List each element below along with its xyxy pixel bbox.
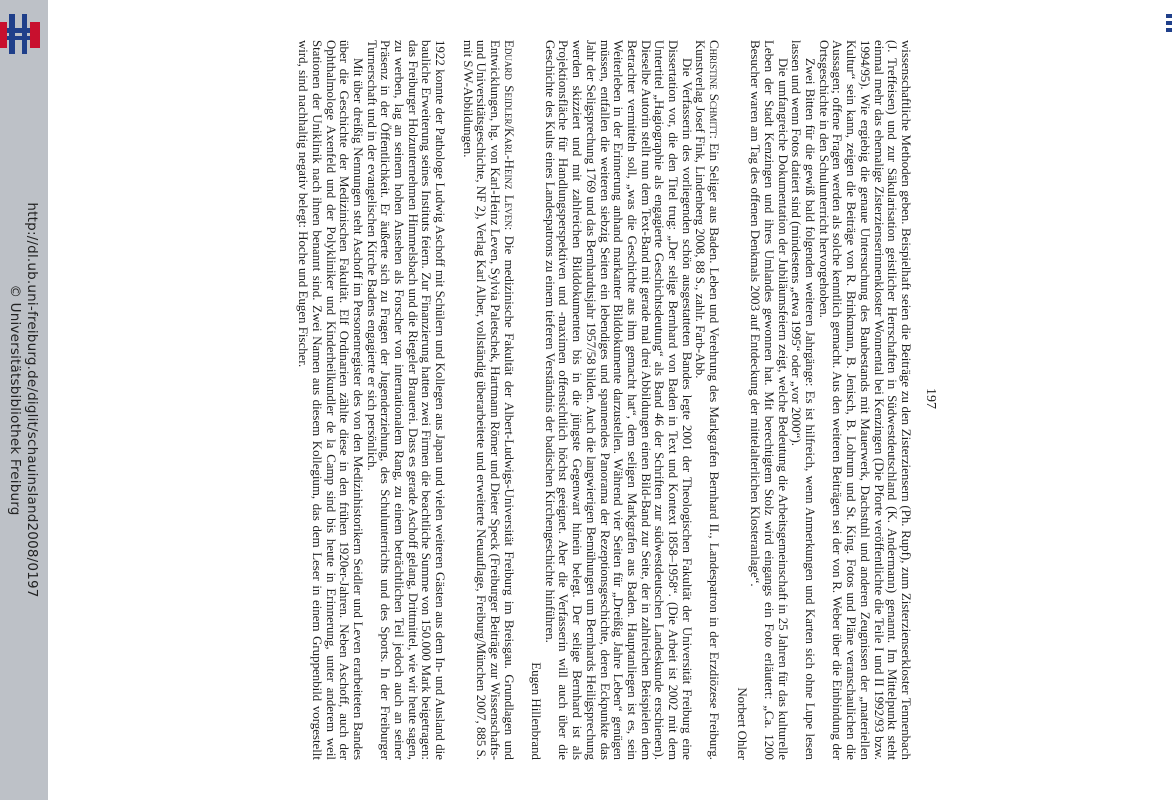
university-logo-icon: [0, 14, 40, 54]
reviewer-signature: Norbert Ohler: [734, 687, 749, 760]
review-title: Die medizinische Fakultät der Albert-Ludwigs-Universität Freiburg im Breisgau. Grundlagen und Entwicklungen, hg. von Karl-Heinz Leven, Sylvia Paletschek, Hartmann Römer und Dieter Speck (Freiburger Beiträge zur Wissenschafts- und Universitätsgeschichte, NF 2), Verlag Karl Alber, vollständig überarbeitete und erweiterte Neuauflage, Freiburg/München 2007, 885 S. mit S/W-Abbildungen.: [460, 40, 516, 760]
copyright-notice: © Universitätsbibliothek Freiburg: [7, 284, 23, 516]
review-author: Eduard Seidler/Karl-Heinz Leven:: [501, 40, 516, 231]
document-url[interactable]: http://dl.ub.uni-freiburg.de/diglit/schauinsland2008/0197: [24, 202, 40, 598]
edge-marker: [1166, 14, 1172, 36]
review-author: Christine Schmitt:: [707, 40, 722, 140]
paragraph: Die umfangreiche Dokumentation der Jubiläumsfeiern zeigt, welche Bedeutung die Arbeitsgemeinschaft in 25 Jahren für das kulturelle Leben der Stadt Kenzingen und ihres Umlandes gewonnen hat. Mit berechtigtem Stolz wird eingangs ein Foto erläutert: „Ca. 1200 Besucher waren am Tag des offenen Denkmals 2003 auf Entdeckung der mittelalterlichen Klosteranlage“.: [748, 40, 790, 760]
review-heading: [693, 40, 720, 760]
paragraph: Die Verfasserin des vorliegenden schön ausgestatteten Bandes legte 2001 der Theologischen Fakultät der Universität Freiburg eine Dissertation vor, die den Titel trug: „Der selige Bernhard von Baden in Text und Kontext 1858–1958“. (Die Arbeit ist 2002 mit dem Untertitel „Hagiographie als engagierte Geschichtsdeutung“ als Band 46 der Schriften zur südwestdeutschen Landeskunde erschienen). Dieselbe Autorin stellt nun dem Text-Band mit gerade mal drei Abbildungen einen Bild-Band zur Seite, der in zahlreichen Beispielen dem Betrachter vermitteln soll, „was die Geschichte aus ihm gemacht hat“, dem seligen Markgrafen aus Baden. Hauptanliegen ist es, sein Weiterleben in der Erinnerung anhand markanter Bilddokumente darzustellen. Während vier Seiten für „Dreißig Jahre Leben“ genügen müssen, entfallen die weiteren siebzig Seiten ein lebendiges und spannendes Panorama der Rezeptionsgeschichte, deren Eckpunkte das Jahr der Seligsprechung 1769 und das Bernhardusjahr 1957/58 bilden. Auch die langwierigen Bemühungen um Bernhards Heiligsprechung werden skizziert und mit zahlreichen Bilddokumenten bis in die jüngste Gegenwart hinein belegt. Der selige Bernhard ist als Projektionsfläche für Handlungsperspektiven und -maximen offensichtlich höchst geeignet. Aber die Verfasserin will auch über die Geschichte des Kults eines Landespatrons zu einem tieferen Verständnis der badischen Kirchengeschichte hinführen.: [542, 40, 694, 760]
paragraph: wissenschaftliche Methoden geben. Beispielhaft seien die Beiträge zu den Zisterziensern (Ph. Rupf), zum Zisterzienserkloster Tennenbach (J. Treffeisen) und zur Säkularisation geistlicher Herrschaften in Südwestdeutschland (K. Andermann) genannt. Im Mittelpunkt steht einmal mehr das ehemalige Zisterzienserinnenkloster Wonnental bei Kenzingen (Die Pforte veröffentlichte die Teile I und II 1992/93 bzw. 1994/95). Wie ergiebig die genaue Untersuchung des Baubestands mit Mauerwerk, Dachstuhl und anderen Zeugnissen der „materiellen Kultur“ sein kann, zeigen die Beiträge von R. Brinkmann, B. Jenisch, B. Lohrum und St. King. Fotos und Pläne veranschaulichen die Aussagen; offene Fragen werden als solche kenntlich gemacht. Aus den weiteren Beiträgen sei der von R. Weber über die Einbindung der Ortsgeschichte in den Schulunterricht hervorgehoben.: [816, 40, 913, 760]
review-title: Ein Seliger aus Baden. Leben und Verehrung des Markgrafen Bernhard II., Landespatron in der Erzdiözese Freiburg. Kunstverlag Josef Fink, Lindenberg 2008, 88 S., zahlr. Farb-Abb.: [693, 40, 722, 760]
reviewer-signature: Eugen Hillenbrand: [529, 662, 544, 760]
page-number: 197: [923, 388, 938, 409]
scanned-page: [150, 0, 940, 800]
paragraph: Zwei Bitten für die gewiß bald folgenden weiteren Jahrgänge: Es ist hilfreich, wenn Anmerkungen und Karten sich ohne Lupe lesen lassen und wenn Fotos datiert sind (mindestens „etwa 1995“ oder „vor 2000“).: [789, 40, 818, 760]
text-column: [295, 40, 912, 760]
viewer-sidebar: [0, 0, 48, 800]
paragraph: Mit über dreißig Nennungen steht Aschoff im Personenregister des von den Medizinhistorikern Seidler und Leven erarbeiteten Bandes über die Geschichte der Medizinischen Fakultät. Elf Ordinarien zählte diese in den frühen 1920er-Jahren. Neben Aschoff, auch der Ophthalmologe Axenfeld und der Polykliniker und Kinderheilkundler de la Camp sind bis heute in Erinnerung, unter anderem weil Stationen der Uniklinik nach ihnen benannt sind. Zwei Namen aus diesem Kollegium, das dem Leser in einem Gruppenbild vorgestellt wird, sind nachhaltig negativ belegt: Hoche und Eugen Fischer.: [296, 40, 365, 760]
paragraph: 1922 konnte der Pathologe Ludwig Aschoff mit Schülern und Kollegen aus Japan und vielen weiteren Gästen aus dem In- und Ausland die bauliche Erweiterung seines Instituts feiern. Zur Finanzierung hatten zwei Firmen die beachtliche Summe von 150.000 Mark beigetragen: das Freiburger Holzunternehmen Himmelsbach und die Riegeler Brauerei. Dass es gerade Aschoff gelang, Drittmittel, wie wir heute sagen, zu werben, lag an seinem hohen Ansehen als Forscher von internationalem Rang, zu einem beträchtlichen Teil jedoch auch an seiner Präsenz in der Öffentlichkeit. Er äußerte sich zu Fragen der Jugenderziehung, des Schulunterrichts und des Sports. In der Freiburger Turnerschaft und in der evangelischen Kirche Badens engagierte er sich persönlich.: [364, 40, 448, 760]
review-heading: [460, 40, 515, 760]
